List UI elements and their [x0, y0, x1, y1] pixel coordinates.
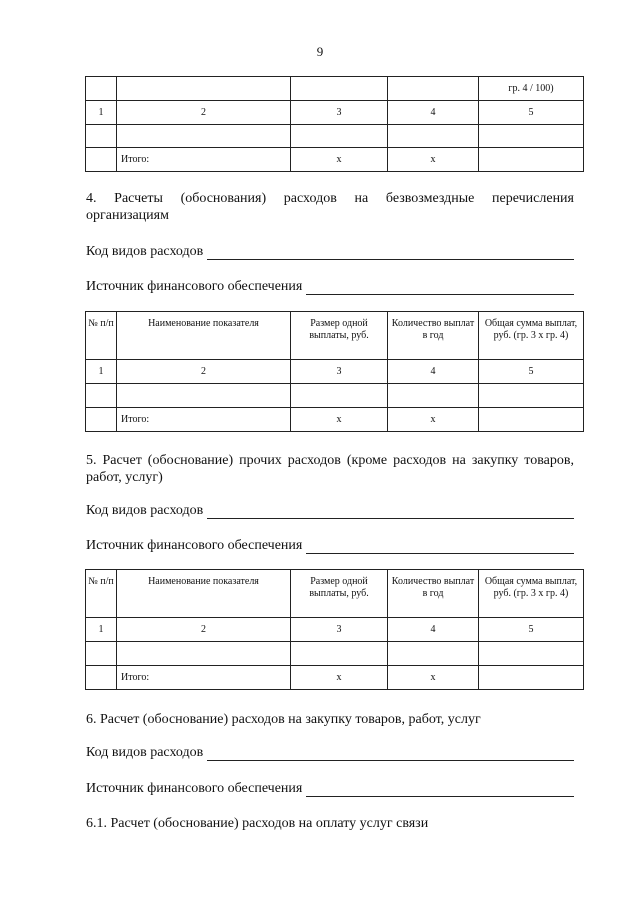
table-cell: [479, 666, 584, 690]
table-cell: [479, 642, 584, 666]
table-row: [86, 125, 584, 148]
table-continuation: [85, 76, 584, 172]
header-cell: Количество выплат в год: [388, 312, 479, 360]
table-cell: [86, 148, 117, 172]
page-number: 9: [316, 44, 324, 59]
table-cell: [388, 77, 479, 101]
table-cell: [86, 384, 117, 408]
section-5-title: 5. Расчет (обоснование) прочих расходов (кроме расходов на закупку товаров, работ, услуг): [86, 453, 574, 485]
source-label: Источник финансового обеспечения: [86, 279, 303, 294]
table-cell: [479, 384, 584, 408]
table-row: [86, 666, 584, 690]
source-input-line[interactable]: [306, 783, 574, 797]
table-cell: [86, 125, 117, 148]
table-cell: [291, 77, 388, 101]
table-cell: [388, 384, 479, 408]
table-cell: [388, 642, 479, 666]
column-number: 3: [291, 618, 388, 642]
column-number: 1: [86, 360, 117, 384]
x-mark: x: [291, 148, 388, 172]
column-number: 4: [388, 618, 479, 642]
header-cell: Размер одной выплаты, руб.: [291, 312, 388, 360]
section-6-title: 6. Расчет (обоснование) расходов на закупку товаров, работ, услуг: [86, 712, 481, 727]
table-cell: [86, 77, 117, 101]
source-label: Источник финансового обеспечения: [86, 538, 303, 553]
x-mark: x: [291, 666, 388, 690]
column-number: 4: [388, 101, 479, 125]
source-label: Источник финансового обеспечения: [86, 781, 303, 796]
table-header-row: [86, 570, 584, 618]
column-number: 5: [479, 101, 584, 125]
table-row: [86, 148, 584, 172]
header-cell: Количество выплат в год: [388, 570, 479, 618]
table-cell: [86, 408, 117, 432]
code-label: Код видов расходов: [86, 745, 204, 760]
section-6-1-title: 6.1. Расчет (обоснование) расходов на оплату услуг связи: [86, 816, 429, 831]
x-mark: x: [388, 148, 479, 172]
section-4-source-field: [86, 278, 574, 295]
header-cell: Общая сумма выплат, руб. (гр. 3 х гр. 4): [479, 570, 584, 618]
source-input-line[interactable]: [306, 540, 574, 554]
header-cell: гр. 4 / 100): [479, 77, 584, 101]
section-4-table: [85, 311, 584, 432]
column-number: 3: [291, 360, 388, 384]
table-cell: [86, 666, 117, 690]
table-cell: [117, 77, 291, 101]
total-label: Итого:: [117, 148, 291, 172]
section-4-title: 4. Расчеты (обоснования) расходов на безвозмездные перечисления организациям: [86, 191, 574, 223]
header-cell: № п/п: [86, 570, 117, 618]
column-number: 4: [388, 360, 479, 384]
table-cell: [479, 148, 584, 172]
table-cell: [479, 125, 584, 148]
table-cell: [86, 642, 117, 666]
table-cell: [388, 125, 479, 148]
section-5-table: [85, 569, 584, 690]
table-row: [86, 408, 584, 432]
code-label: Код видов расходов: [86, 244, 204, 259]
table-row: [86, 101, 584, 125]
table-cell: [291, 125, 388, 148]
code-label: Код видов расходов: [86, 503, 204, 518]
table-row: [86, 77, 584, 101]
table-cell: [117, 125, 291, 148]
code-input-line[interactable]: [207, 246, 574, 260]
column-number: 1: [86, 618, 117, 642]
source-input-line[interactable]: [306, 281, 574, 295]
section-6-source-field: [86, 780, 574, 797]
section-4-code-field: [86, 243, 574, 260]
header-cell: Наименование показателя: [117, 570, 291, 618]
column-number: 5: [479, 360, 584, 384]
column-number: 3: [291, 101, 388, 125]
column-number: 5: [479, 618, 584, 642]
x-mark: x: [388, 666, 479, 690]
total-label: Итого:: [117, 666, 291, 690]
table-cell: [117, 384, 291, 408]
header-cell: Размер одной выплаты, руб.: [291, 570, 388, 618]
column-number: 2: [117, 360, 291, 384]
code-input-line[interactable]: [207, 505, 574, 519]
column-number: 1: [86, 101, 117, 125]
column-number: 2: [117, 101, 291, 125]
header-cell: № п/п: [86, 312, 117, 360]
section-5-source-field: [86, 537, 574, 554]
table-cell: [291, 642, 388, 666]
x-mark: x: [388, 408, 479, 432]
header-cell: Наименование показателя: [117, 312, 291, 360]
table-cell: [117, 642, 291, 666]
table-row: [86, 618, 584, 642]
table-cell: [479, 408, 584, 432]
section-5-code-field: [86, 502, 574, 519]
table-row: [86, 384, 584, 408]
table-header-row: [86, 312, 584, 360]
column-number: 2: [117, 618, 291, 642]
total-label: Итого:: [117, 408, 291, 432]
table-cell: [291, 384, 388, 408]
section-6-code-field: [86, 744, 574, 761]
header-cell: Общая сумма выплат, руб. (гр. 3 х гр. 4): [479, 312, 584, 360]
table-row: [86, 642, 584, 666]
code-input-line[interactable]: [207, 747, 574, 761]
x-mark: x: [291, 408, 388, 432]
table-row: [86, 360, 584, 384]
